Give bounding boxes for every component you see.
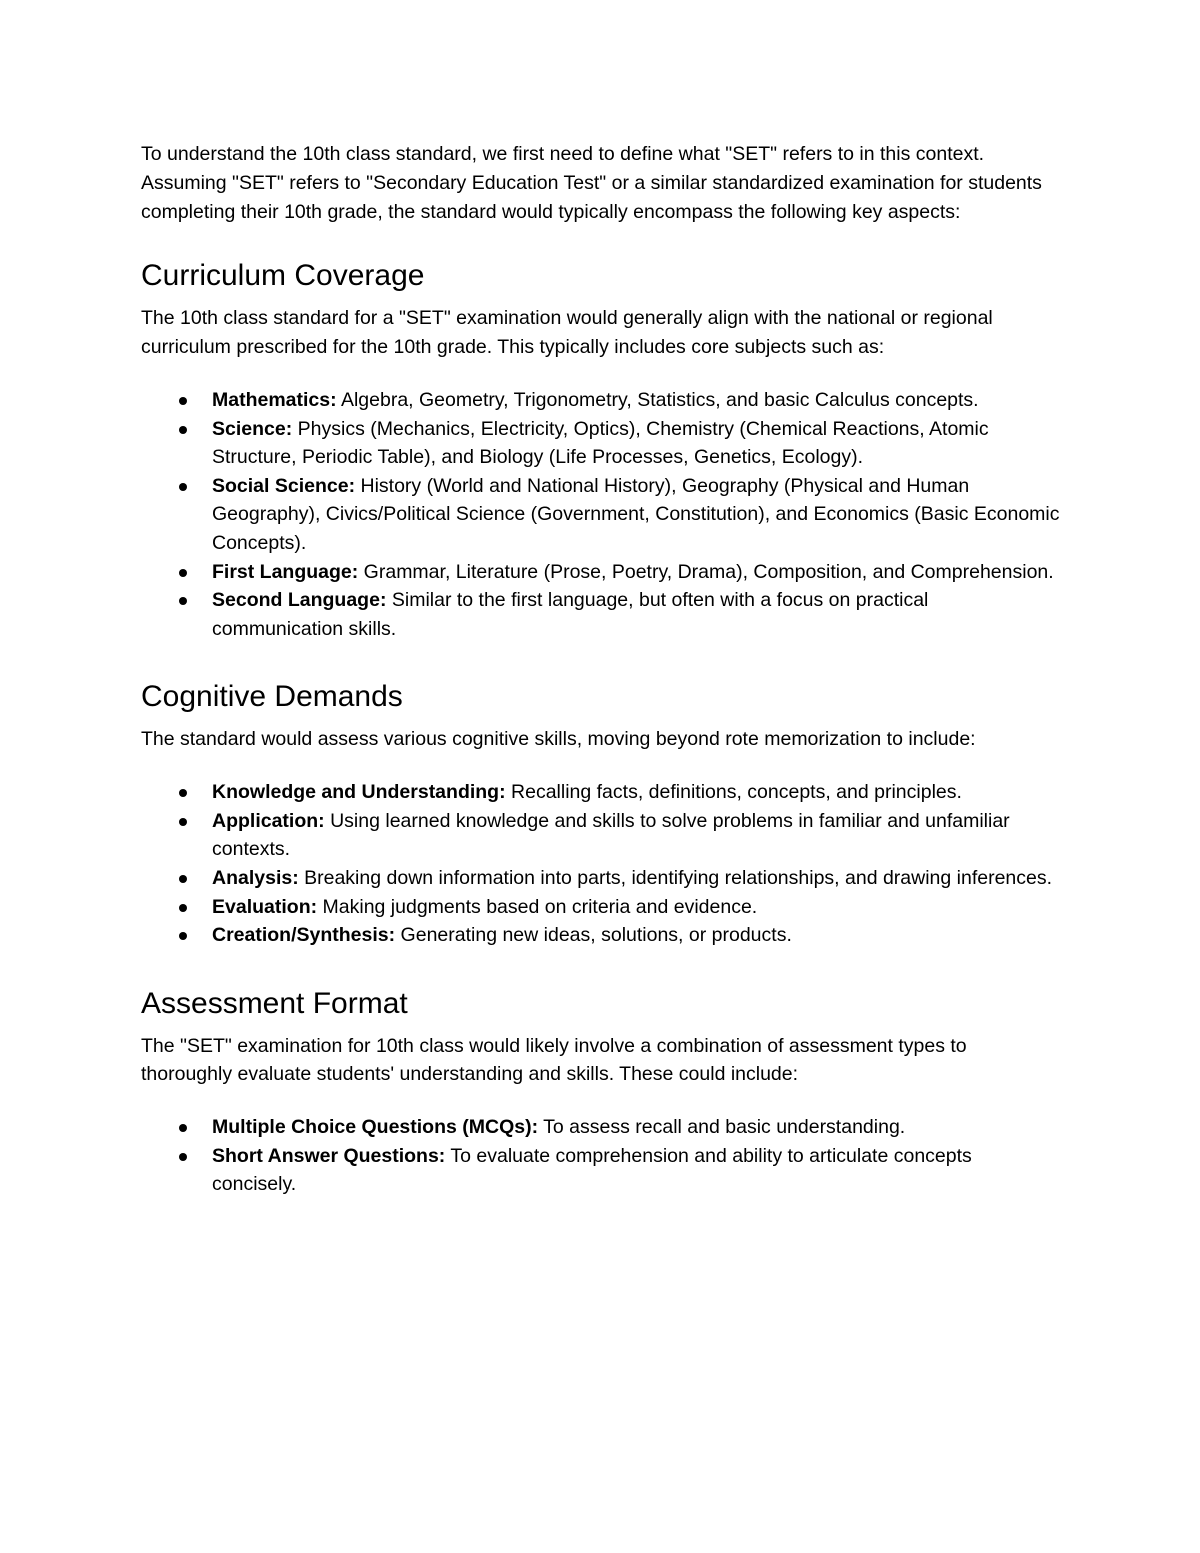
item-desc: Physics (Mechanics, Electricity, Optics), Chemistry (Chemical Reactions, Atomic Structure, Periodic Table), and Biology (Life Processes, Genetics, Ecology). (212, 417, 989, 469)
bullet-icon (179, 932, 187, 940)
document-page (141, 140, 1061, 1199)
list-item (141, 415, 1061, 472)
list-item (141, 586, 1061, 643)
item-desc: Generating new ideas, solutions, or products. (395, 924, 792, 947)
heading-cognitive-demands: Cognitive Demands (141, 680, 403, 714)
item-desc: Algebra, Geometry, Trigonometry, Statistics, and basic Calculus concepts. (336, 388, 979, 411)
list-item (141, 1113, 1061, 1142)
cognitive-list (141, 778, 1061, 950)
item-desc: Breaking down information into parts, identifying relationships, and drawing inferences. (298, 866, 1053, 889)
item-term: Evaluation: (212, 895, 318, 918)
item-term: Short Answer Questions: (212, 1144, 446, 1167)
list-item (141, 778, 1061, 807)
bullet-icon (179, 818, 187, 826)
item-term: First Language: (212, 560, 359, 583)
bullet-icon (179, 426, 187, 434)
bullet-icon (179, 483, 187, 491)
item-term: Knowledge and Understanding: (212, 781, 506, 804)
heading-assessment-format: Assessment Format (141, 986, 408, 1020)
item-desc: Similar to the first language, but often with a focus on practical communication skills. (212, 589, 929, 640)
intro-paragraph: To understand the 10th class standard, we first need to define what "SET" refers to in this context. Assuming "SET" refers to "Secondary Education Test" or a similar standardized examination for students completing their 10th grade, the standard would typically encompass the following key aspects: (141, 143, 1042, 223)
assessment-paragraph: The "SET" examination for 10th class would likely involve a combination of assessment types to thoroughly evaluate students' understanding and skills. These could include: (141, 1034, 967, 1086)
bullet-icon (179, 569, 187, 577)
heading-curriculum-coverage: Curriculum Coverage (141, 259, 425, 293)
item-desc: To assess recall and basic understanding. (538, 1116, 906, 1139)
list-item (141, 864, 1061, 893)
bullet-icon (179, 1153, 187, 1161)
item-term: Creation/Synthesis: (212, 924, 396, 947)
item-desc: Using learned knowledge and skills to solve problems in familiar and unfamiliar contexts. (212, 809, 1010, 861)
list-item (141, 893, 1061, 922)
cognitive-paragraph: The standard would assess various cognitive skills, moving beyond rote memorization to include: (141, 728, 976, 751)
item-desc: Recalling facts, definitions, concepts, and principles. (505, 781, 962, 804)
list-item (141, 558, 1061, 587)
assessment-list (141, 1113, 1061, 1199)
item-desc: Making judgments based on criteria and evidence. (317, 895, 758, 918)
item-term: Second Language: (212, 589, 387, 612)
bullet-icon (179, 597, 187, 605)
curriculum-list (141, 386, 1061, 643)
item-desc: History (World and National History), Geography (Physical and Human Geography), Civics/Political Science (Government, Constitution), and Economics (Basic Economic Concepts). (212, 474, 1060, 554)
bullet-icon (179, 397, 187, 405)
list-item (141, 472, 1061, 558)
bullet-icon (179, 1124, 187, 1132)
list-item (141, 921, 1061, 950)
list-item (141, 386, 1061, 415)
item-term: Social Science: (212, 474, 356, 497)
item-term: Analysis: (212, 866, 299, 889)
list-item (141, 807, 1061, 864)
item-term: Mathematics: (212, 388, 337, 411)
bullet-icon (179, 904, 187, 912)
item-term: Multiple Choice Questions (MCQs): (212, 1116, 539, 1139)
bullet-icon (179, 789, 187, 797)
item-desc: To evaluate comprehension and ability to articulate concepts concisely. (212, 1144, 972, 1196)
item-term: Science: (212, 417, 293, 440)
item-desc: Grammar, Literature (Prose, Poetry, Drama), Composition, and Comprehension. (358, 560, 1054, 583)
list-item (141, 1142, 1061, 1199)
bullet-icon (179, 875, 187, 883)
item-term: Application: (212, 809, 325, 832)
curriculum-paragraph: The 10th class standard for a "SET" examination would generally align with the national or regional curriculum prescribed for the 10th grade. This typically includes core subjects such as: (141, 307, 993, 359)
